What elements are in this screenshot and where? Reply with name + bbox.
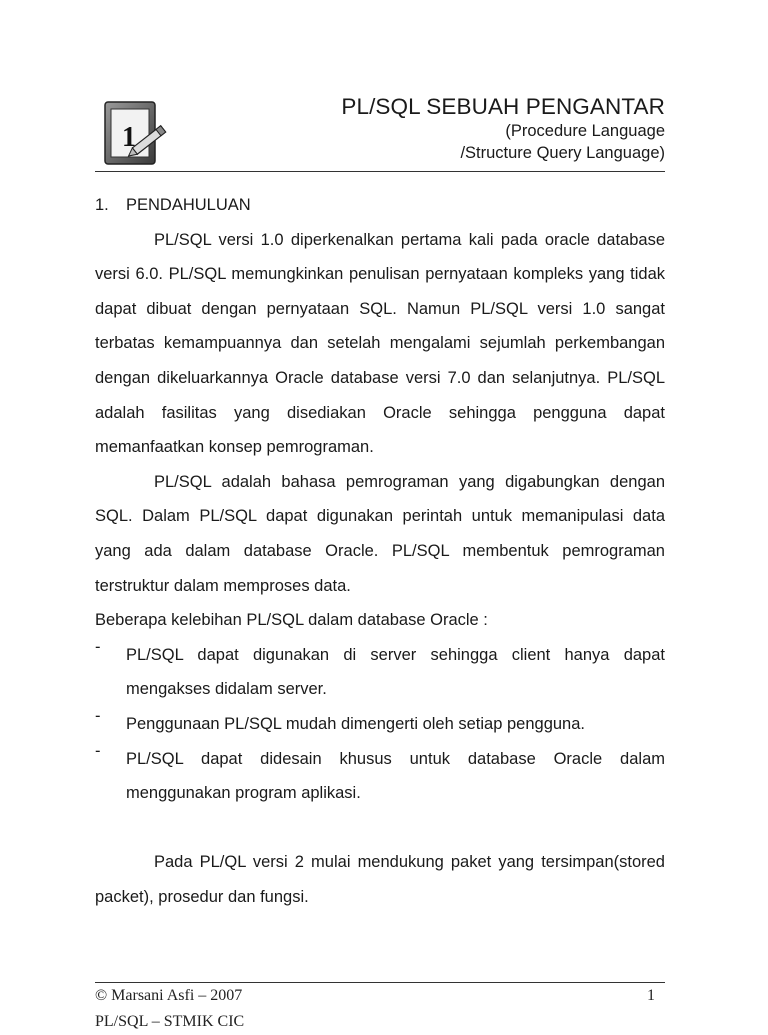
paragraph-1 xyxy=(95,223,665,465)
section-heading xyxy=(95,188,665,223)
page-number: 1 xyxy=(647,987,655,1004)
list-item xyxy=(95,742,665,811)
page-title: PL/SQL SEBUAH PENGANTAR xyxy=(341,94,665,119)
advantages-list xyxy=(95,638,665,811)
text-line: SQL. Dalam PL/SQL dapat digunakan perintah untuk memanipulasi data xyxy=(95,507,665,526)
text-line: memanfaatkan konsep pemrograman. xyxy=(95,438,374,457)
paragraph-3 xyxy=(95,845,665,914)
list-item-text: PL/SQL dapat didesain khusus untuk database Oracle dalam xyxy=(126,749,665,768)
page-footer xyxy=(95,982,665,1035)
text-line: PL/SQL adalah bahasa pemrograman yang digabungkan dengan xyxy=(154,472,665,491)
list-item xyxy=(95,638,665,707)
footer-course: PL/SQL – STMIK CIC xyxy=(95,1013,245,1030)
subtitle-line1: (Procedure Language xyxy=(505,122,665,140)
header-rule xyxy=(95,171,665,172)
spacer xyxy=(95,811,665,846)
document-body xyxy=(95,188,665,914)
text-line: terbatas kemampuannya dan setelah mengalami sejumlah perkembangan xyxy=(95,334,665,353)
text-line: dapat dibuat dengan pernyataan SQL. Namun PL/SQL versi 1.0 sangat xyxy=(95,299,665,318)
chapter-tablet-pencil-icon xyxy=(97,96,177,168)
paragraph-2 xyxy=(95,465,665,603)
section-number: 1. xyxy=(95,196,109,214)
text-line: Pada PL/QL versi 2 mulai mendukung paket yang tersimpan(stored xyxy=(154,853,665,872)
bullet-dash: - xyxy=(95,741,101,760)
text-line: terstruktur dalam memproses data. xyxy=(95,576,351,595)
footer-copyright: © Marsani Asfi – 2007 xyxy=(95,987,243,1004)
bullet-dash: - xyxy=(95,706,101,725)
list-item-text: Penggunaan PL/SQL mudah dimengerti oleh setiap pengguna. xyxy=(126,714,585,733)
text-line: versi 6.0. PL/SQL memungkinkan penulisan pernyataan kompleks yang tidak xyxy=(95,265,665,284)
list-intro: Beberapa kelebihan PL/SQL dalam database Oracle : xyxy=(95,611,488,630)
text-line: dengan dikeluarkannya Oracle database versi 7.0 dan selanjutnya. PL/SQL xyxy=(95,368,665,387)
list-item xyxy=(95,707,665,742)
chapter-number: 1 xyxy=(122,122,136,153)
list-item-text: menggunakan program aplikasi. xyxy=(126,784,361,803)
text-line: adalah fasilitas yang disediakan Oracle sehingga pengguna dapat xyxy=(95,403,665,422)
subtitle-line2: /Structure Query Language) xyxy=(460,144,665,162)
bullet-dash: - xyxy=(95,637,101,656)
page-header xyxy=(95,86,665,172)
list-item-text: PL/SQL dapat digunakan di server sehingga client hanya dapat xyxy=(126,645,665,664)
text-line: PL/SQL versi 1.0 diperkenalkan pertama kali pada oracle database xyxy=(154,230,665,249)
list-item-text: mengakses didalam server. xyxy=(126,680,327,699)
text-line: yang ada dalam database Oracle. PL/SQL membentuk pemrograman xyxy=(95,541,665,560)
section-title: PENDAHULUAN xyxy=(126,196,251,214)
title-block xyxy=(341,94,665,164)
text-line: packet), prosedur dan fungsi. xyxy=(95,887,309,906)
